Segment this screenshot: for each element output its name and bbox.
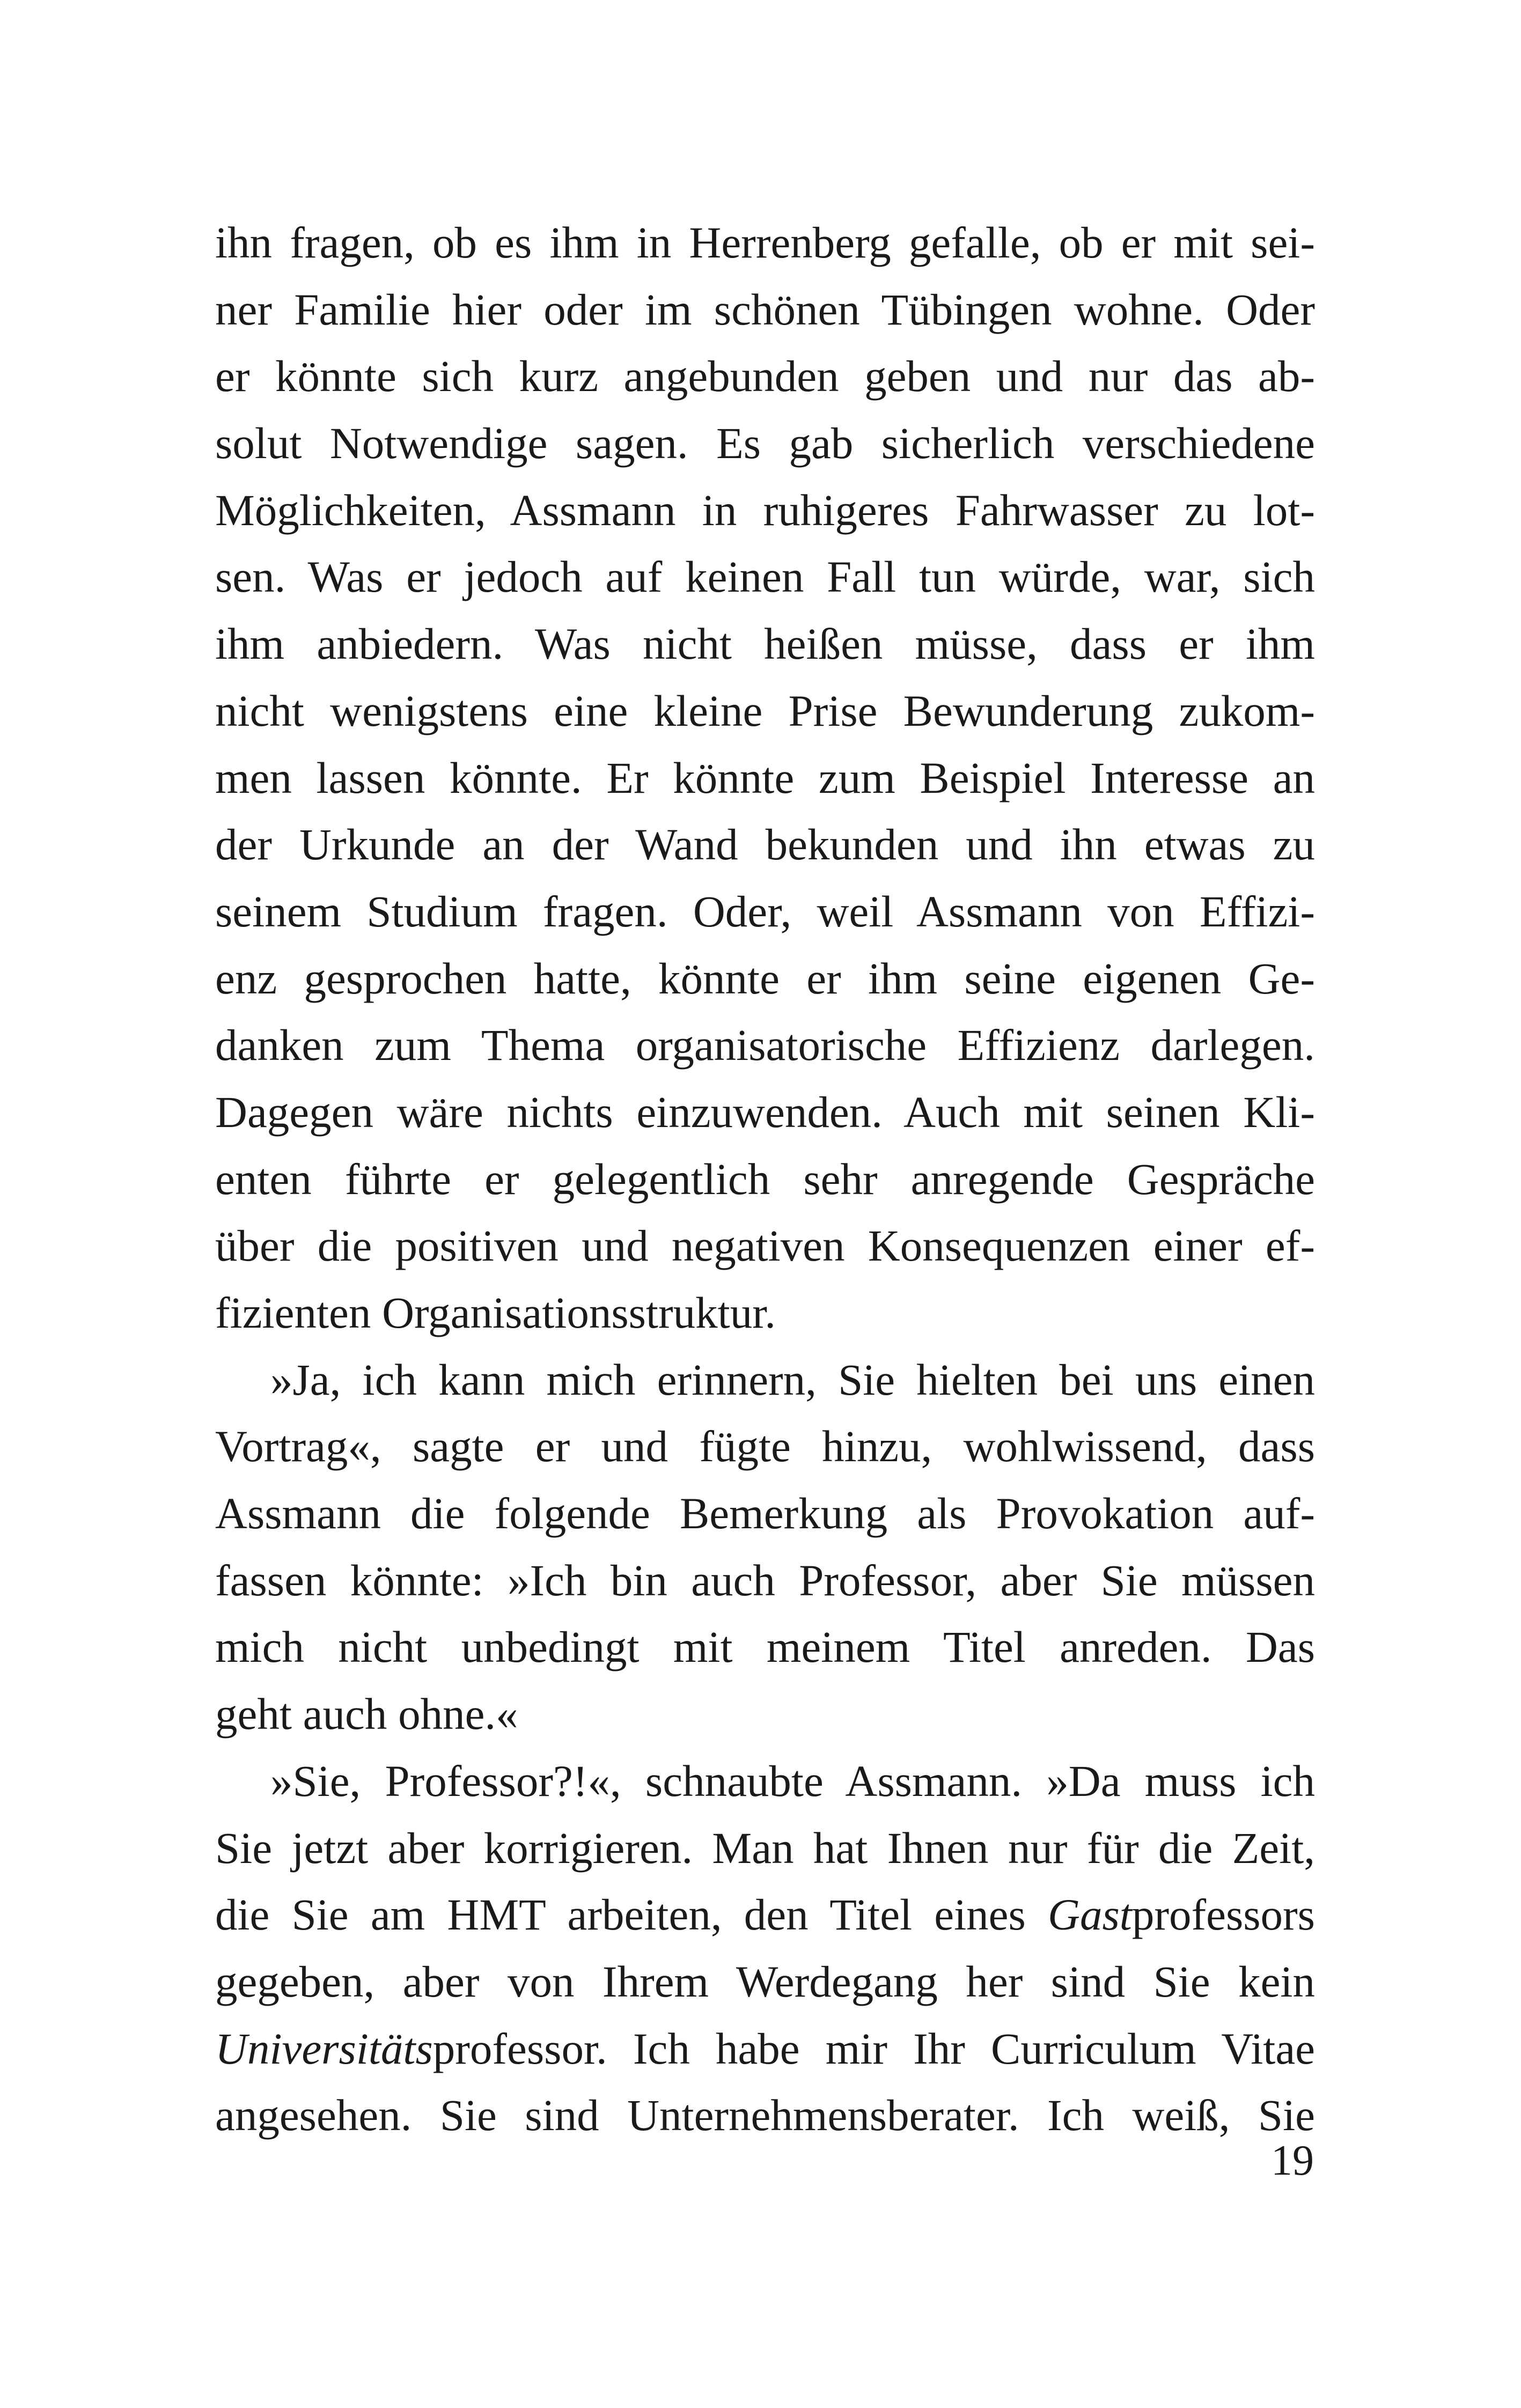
text-line — [215, 610, 1315, 678]
page-number: 19 — [1271, 2137, 1314, 2184]
text-line — [215, 343, 1315, 410]
text-line — [215, 1614, 1315, 1681]
italic-text: Gast — [1048, 1890, 1132, 1940]
text-segment: nicht wenigstens eine kleine Prise Bewunderung zukom- — [215, 686, 1315, 735]
text-line — [215, 1279, 1315, 1346]
text-line — [215, 945, 1315, 1012]
text-line — [215, 2082, 1315, 2149]
text-line — [215, 477, 1315, 544]
text-line — [215, 878, 1315, 945]
text-line — [215, 1146, 1315, 1213]
italic-text: Universitäts — [215, 2023, 433, 2073]
text-line — [215, 1480, 1315, 1547]
text-segment: Dagegen wäre nichts einzuwenden. Auch mit seinen Kli- — [215, 1087, 1315, 1137]
text-segment: ihn fragen, ob es ihm in Herrenberg gefalle, ob er mit sei- — [215, 218, 1315, 267]
text-line — [215, 1881, 1315, 1948]
text-segment: Assmann die folgende Bemerkung als Provokation auf- — [215, 1489, 1315, 1538]
text-line — [215, 1413, 1315, 1480]
text-segment: fizienten Organisationsstruktur. — [215, 1288, 776, 1337]
text-segment: er könnte sich kurz angebunden geben und nur das ab- — [215, 351, 1315, 401]
text-line — [215, 276, 1315, 343]
text-segment: professors — [1131, 1890, 1315, 1940]
text-segment: seinem Studium fragen. Oder, weil Assmann von Effizi- — [215, 886, 1315, 936]
text-line — [215, 2015, 1315, 2082]
text-segment: Vortrag«, sagte er und fügte hinzu, wohlwissend, dass — [215, 1422, 1315, 1471]
text-segment: der Urkunde an der Wand bekunden und ihn etwas zu — [215, 820, 1315, 870]
text-segment: ihm anbiedern. Was nicht heißen müsse, dass er ihm — [215, 619, 1315, 669]
text-segment: danken zum Thema organisatorische Effizienz darlegen. — [215, 1020, 1315, 1070]
text-segment: mich nicht unbedingt mit meinem Titel anreden. Das — [215, 1622, 1315, 1672]
text-line — [215, 1547, 1315, 1614]
body-text — [215, 209, 1315, 2149]
text-line — [215, 678, 1315, 745]
text-segment: enz gesprochen hatte, könnte er ihm seine eigenen Ge- — [215, 953, 1315, 1003]
paragraph — [215, 1748, 1315, 2149]
paragraph — [215, 209, 1315, 1346]
text-segment: »Sie, Professor?!«, schnaubte Assmann. »Da muss ich — [270, 1756, 1315, 1806]
text-line — [215, 1815, 1315, 1882]
text-segment: Möglichkeiten, Assmann in ruhigeres Fahrwasser zu lot- — [215, 485, 1315, 535]
text-segment: sen. Was er jedoch auf keinen Fall tun würde, war, sich — [215, 552, 1315, 602]
text-line — [215, 1079, 1315, 1146]
text-segment: geht auch ohne.« — [215, 1689, 518, 1739]
text-line — [215, 410, 1315, 477]
text-line — [215, 1681, 1315, 1748]
text-segment: »Ja, ich kann mich erinnern, Sie hielten bei uns einen — [270, 1354, 1315, 1404]
text-segment: Sie jetzt aber korrigieren. Man hat Ihnen nur für die Zeit, — [215, 1823, 1315, 1873]
text-segment: enten führte er gelegentlich sehr anregende Gespräche — [215, 1154, 1315, 1204]
text-segment: professor. Ich habe mir Ihr Curriculum Vitae — [432, 2023, 1315, 2073]
text-line — [215, 811, 1315, 878]
text-segment: men lassen könnte. Er könnte zum Beispiel Interesse an — [215, 753, 1315, 802]
text-line — [215, 209, 1315, 276]
text-line — [215, 1012, 1315, 1079]
text-line — [215, 1346, 1315, 1413]
text-line — [215, 1748, 1315, 1815]
text-line — [215, 1948, 1315, 2015]
text-line — [215, 543, 1315, 610]
text-segment: ner Familie hier oder im schönen Tübingen wohne. Oder — [215, 284, 1315, 334]
text-line — [215, 745, 1315, 812]
text-segment: über die positiven und negativen Konsequenzen einer ef- — [215, 1221, 1315, 1271]
paragraph — [215, 1346, 1315, 1748]
text-segment: fassen könnte: »Ich bin auch Professor, aber Sie müssen — [215, 1555, 1315, 1605]
text-segment: solut Notwendige sagen. Es gab sicherlich verschiedene — [215, 418, 1315, 468]
text-line — [215, 1212, 1315, 1279]
text-segment: angesehen. Sie sind Unternehmensberater. Ich weiß, Sie — [215, 2090, 1315, 2140]
text-segment: gegeben, aber von Ihrem Werdegang her sind Sie kein — [215, 1956, 1315, 2006]
text-segment: die Sie am HMT arbeiten, den Titel eines — [215, 1890, 1048, 1940]
